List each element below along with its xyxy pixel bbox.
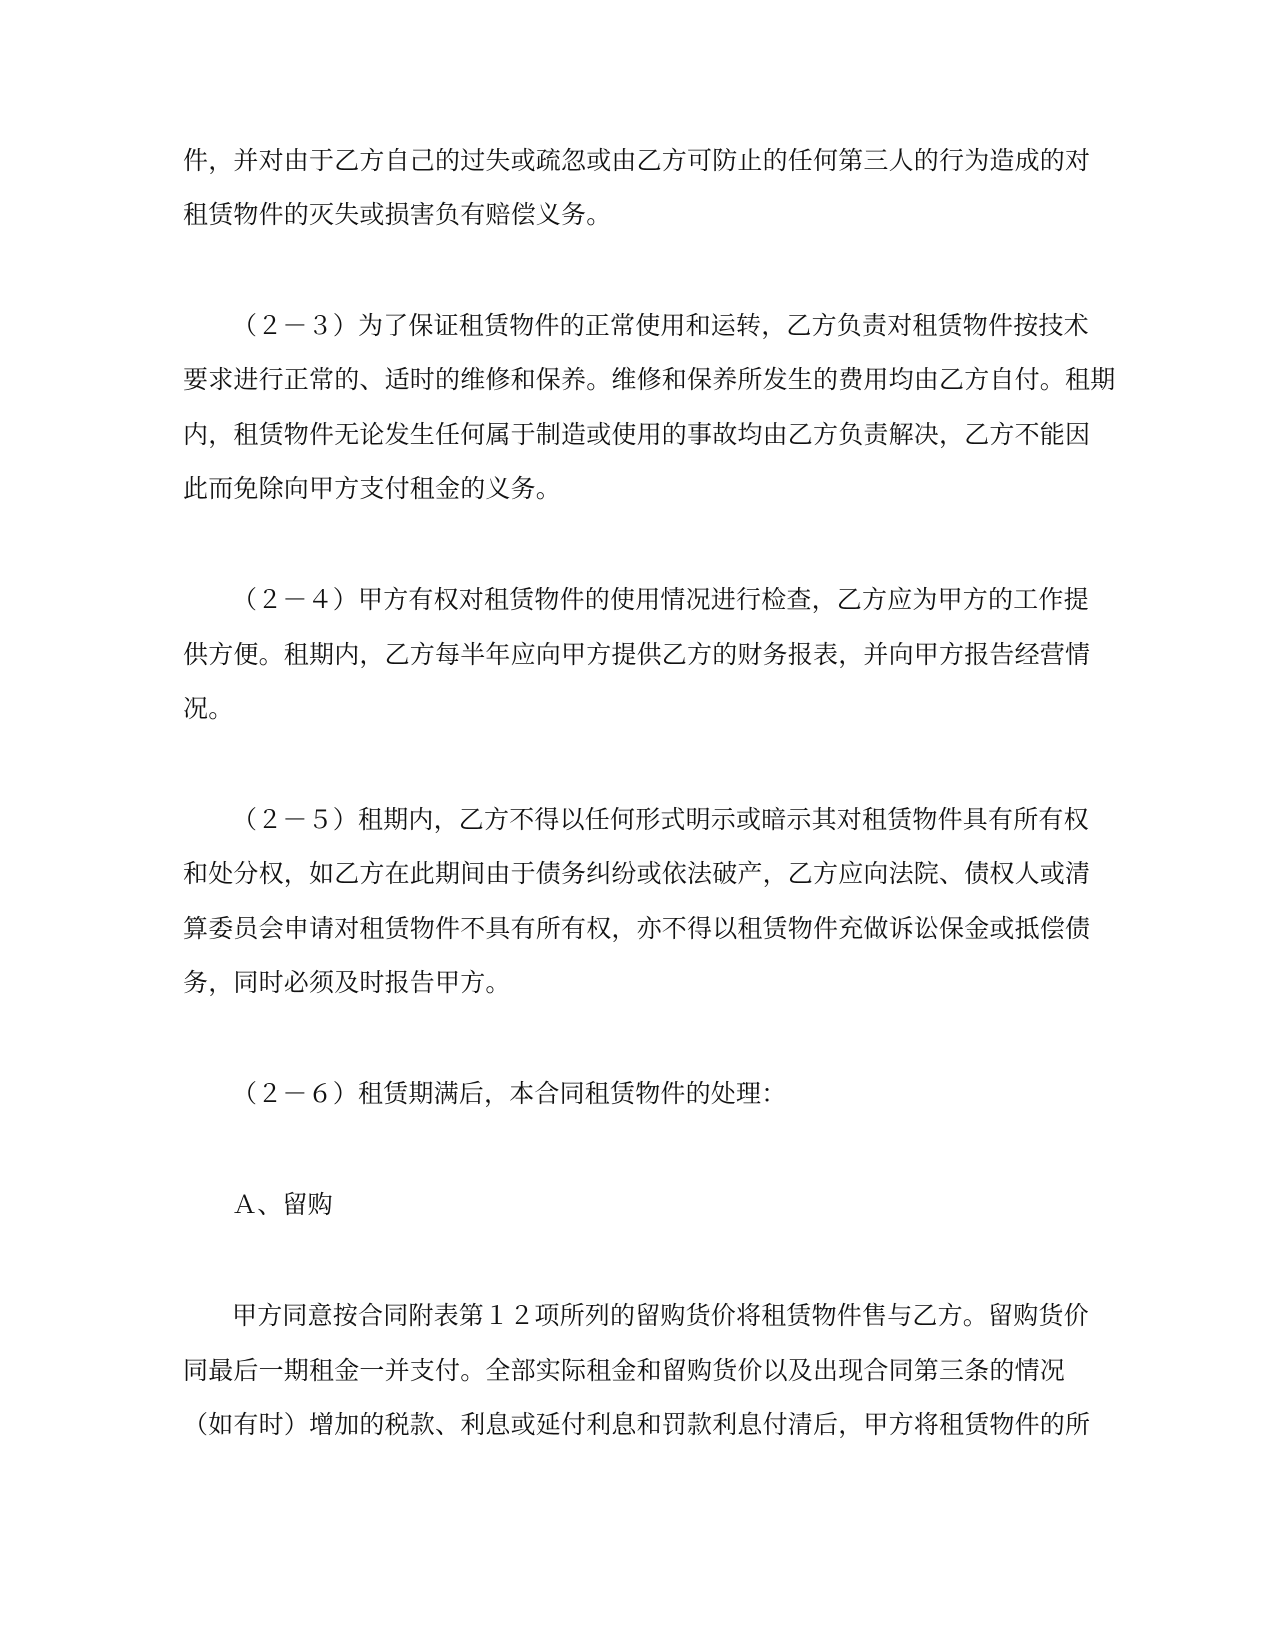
- paragraph-line: 甲方同意按合同附表第１２项所列的留购货价将租赁物件售与乙方。留购货价: [232, 1301, 1089, 1330]
- clause-2-6-line: （２－６）租赁期满后，本合同租赁物件的处理：: [232, 1079, 787, 1108]
- clause-2-3-line: （２－３）为了保证租赁物件的正常使用和运转，乙方负责对租赁物件按技术: [232, 311, 1089, 340]
- paragraph-line: 租赁物件的灭失或损害负有赔偿义务。: [183, 200, 612, 229]
- clause-2-4-line: （２－４）甲方有权对租赁物件的使用情况进行检查，乙方应为甲方的工作提: [232, 585, 1089, 614]
- subheading-a: Ａ、留购: [232, 1190, 333, 1219]
- paragraph-line: 和处分权，如乙方在此期间由于债务纠纷或依法破产，乙方应向法院、债权人或清: [183, 859, 1091, 888]
- paragraph-line: 况。: [183, 694, 234, 723]
- paragraph-line: 此而免除向甲方支付租金的义务。: [183, 474, 562, 503]
- paragraph-line: 同最后一期租金一并支付。全部实际租金和留购货价以及出现合同第三条的情况: [183, 1356, 1066, 1385]
- paragraph-line: 务，同时必须及时报告甲方。: [183, 968, 511, 997]
- paragraph-line: 件，并对由于乙方自己的过失或疏忽或由乙方可防止的任何第三人的行为造成的对: [183, 146, 1091, 175]
- paragraph-line: 内，租赁物件无论发生任何属于制造或使用的事故均由乙方负责解决，乙方不能因: [183, 420, 1091, 449]
- paragraph-line: 供方便。租期内，乙方每半年应向甲方提供乙方的财务报表，并向甲方报告经营情: [183, 640, 1091, 669]
- paragraph-line: 算委员会申请对租赁物件不具有所有权，亦不得以租赁物件充做诉讼保金或抵偿债: [183, 914, 1091, 943]
- clause-2-5-line: （２－５）租期内，乙方不得以任何形式明示或暗示其对租赁物件具有所有权: [232, 805, 1089, 834]
- paragraph-line: （如有时）增加的税款、利息或延付利息和罚款利息付清后，甲方将租赁物件的所: [183, 1410, 1091, 1439]
- paragraph-line: 要求进行正常的、适时的维修和保养。维修和保养所发生的费用均由乙方自付。租期: [183, 365, 1116, 394]
